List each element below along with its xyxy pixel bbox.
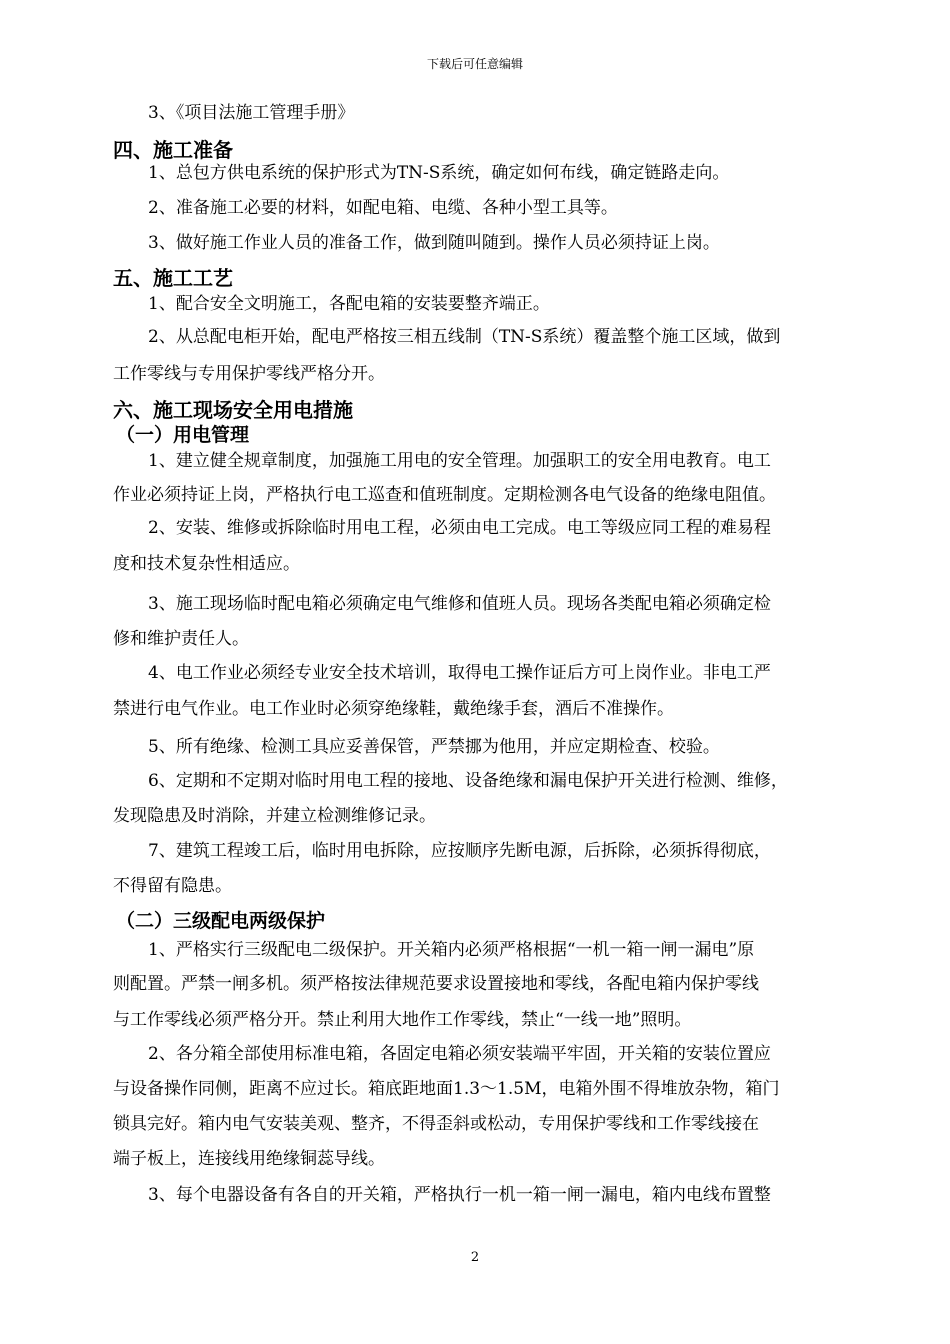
paragraph-line: 4、电工作业必须经专业安全技术培训，取得电工操作证后方可上岗作业。非电工严 xyxy=(148,663,771,683)
paragraph-line: 则配置。严禁一闸多机。须严格按法律规范要求设置接地和零线，各配电箱内保护零线 xyxy=(113,974,759,994)
paragraph-line: 2、从总配电柜开始，配电严格按三相五线制（TN-S系统）覆盖整个施工区域，做到 xyxy=(148,327,781,347)
paragraph-line: 作业必须持证上岗，严格执行电工巡查和值班制度。定期检测各电气设备的绝缘电阻值。 xyxy=(113,485,776,505)
section-heading: 五、施工工艺 xyxy=(113,266,233,290)
paragraph-line: 2、各分箱全部使用标准电箱，各固定电箱必须安装端平牢固，开关箱的安装位置应 xyxy=(148,1044,771,1064)
paragraph-line: 禁进行电气作业。电工作业时必须穿绝缘鞋，戴绝缘手套，酒后不准操作。 xyxy=(113,699,674,719)
paragraph-line: 发现隐患及时消除，并建立检测维修记录。 xyxy=(113,806,436,826)
paragraph-line: 5、所有绝缘、检测工具应妥善保管，严禁挪为他用，并应定期检查、校验。 xyxy=(148,737,720,757)
paragraph-line: 3、施工现场临时配电箱必须确定电气维修和值班人员。现场各类配电箱必须确定检 xyxy=(148,594,771,614)
paragraph-line: 1、配合安全文明施工，各配电箱的安装要整齐端正。 xyxy=(148,294,550,314)
paragraph-line: 7、建筑工程竣工后，临时用电拆除，应按顺序先断电源，后拆除，必须拆得彻底， xyxy=(148,841,771,861)
paragraph-line: 修和维护责任人。 xyxy=(113,629,249,649)
page-number: 2 xyxy=(470,1250,480,1265)
paragraph-line: 3、做好施工作业人员的准备工作，做到随叫随到。操作人员必须持证上岗。 xyxy=(148,233,720,253)
paragraph-line: 端子板上，连接线用绝缘铜蕊导线。 xyxy=(113,1149,385,1169)
paragraph-line: 1、总包方供电系统的保护形式为TN-S系统，确定如何布线，确定链路走向。 xyxy=(148,163,730,183)
paragraph-line: 1、严格实行三级配电二级保护。开关箱内必须严格根据“一机一箱一闸一漏电”原 xyxy=(148,940,755,960)
section-heading: 六、施工现场安全用电措施 xyxy=(113,398,353,422)
paragraph-line: 度和技术复杂性相适应。 xyxy=(113,554,300,574)
paragraph-line: 6、定期和不定期对临时用电工程的接地、设备绝缘和漏电保护开关进行检测、维修， xyxy=(148,771,788,791)
paragraph-line: 2、安装、维修或拆除临时用电工程，必须由电工完成。电工等级应同工程的难易程 xyxy=(148,518,771,538)
paragraph-line: 2、准备施工必要的材料，如配电箱、电缆、各种小型工具等。 xyxy=(148,198,618,218)
paragraph-line: 工作零线与专用保护零线严格分开。 xyxy=(113,364,385,384)
paragraph-line: 1、建立健全规章制度，加强施工用电的安全管理。加强职工的安全用电教育。电工 xyxy=(148,451,771,471)
paragraph-line: 与工作零线必须严格分开。禁止利用大地作工作零线，禁止“一线一地”照明。 xyxy=(113,1010,692,1030)
section-heading: （二）三级配电两级保护 xyxy=(116,910,326,932)
paragraph-line: 不得留有隐患。 xyxy=(113,876,232,896)
page-header-note: 下载后可任意编辑 xyxy=(426,57,523,71)
section-heading: 四、施工准备 xyxy=(113,138,233,162)
paragraph-line: 3、《项目法施工管理手册》 xyxy=(148,103,355,123)
paragraph-line: 锁具完好。箱内电气安装美观、整齐，不得歪斜或松动，专用保护零线和工作零线接在 xyxy=(113,1114,759,1134)
paragraph-line: 与设备操作同侧，距离不应过长。箱底距地面1.3～1.5M，电箱外围不得堆放杂物，箱门 xyxy=(113,1079,780,1099)
paragraph-line: 3、每个电器设备有各自的开关箱，严格执行一机一箱一闸一漏电，箱内电线布置整 xyxy=(148,1185,771,1205)
section-heading: （一）用电管理 xyxy=(116,424,250,446)
